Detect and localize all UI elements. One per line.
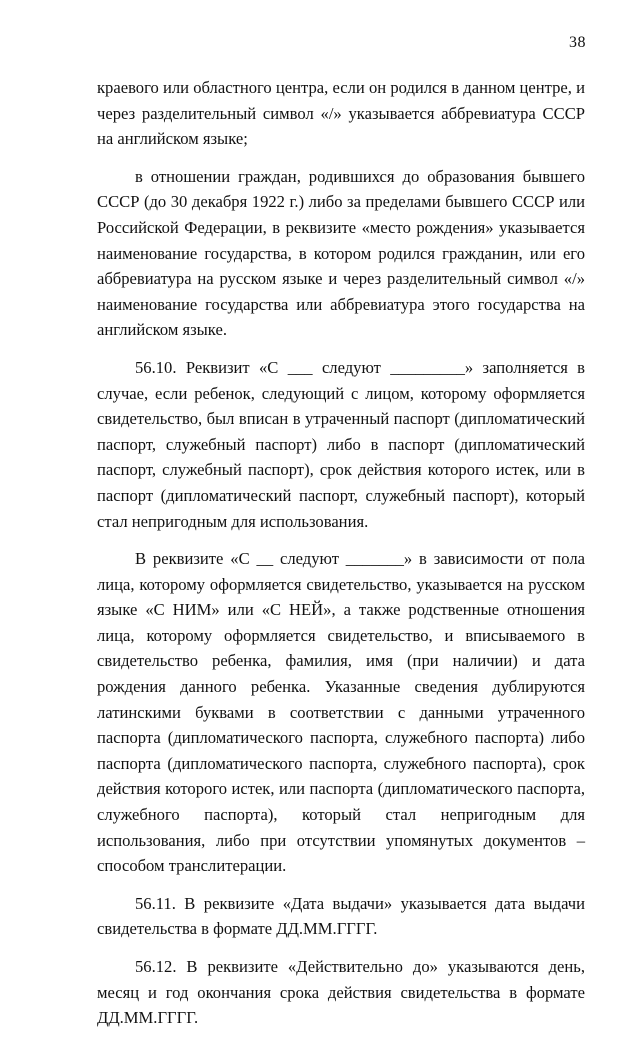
paragraph-56-11: 56.11. В реквизите «Дата выдачи» указывается дата выдачи свидетельства в формате ДД.ММ.ГГГГ. — [97, 893, 585, 939]
page-number: 38 — [569, 34, 586, 51]
paragraph-56-12: 56.12. В реквизите «Действительно до» указываются день, месяц и год окончания срока действия свидетельства в формате ДД.ММ.ГГГГ. — [97, 957, 585, 1028]
paragraph-56-10: 56.10. Реквизит «С ___ следуют _________» заполняется в случае, если ребенок, следующий с лицом, которому оформляется свидетельство, был вписан в утраченный паспорт (дипломатический паспорт, служебный паспорт) либо в паспорт (дипломатический паспорт, служебный паспорт), срок действия которого истек, или в паспорт (дипломатический паспорт, служебный паспорт), который стал непригодным для использования. — [97, 357, 585, 531]
paragraph-birthplace-continuation: краевого или областного центра, если он родился в данном центре, и через разделительный символ «/» указывается аббревиатура СССР на английском языке; — [97, 78, 585, 149]
paragraph-birthplace-foreign: в отношении граждан, родившихся до образования бывшего СССР (до 30 декабря 1922 г.) либо за пределами бывшего СССР или Российской Федерации, в реквизите «место рождения» указывается наименование государства, в котором родился гражданин, или его аббревиатура на русском языке и через разделительный символ «/» наименование государства или аббревиатура этого государства на английском языке. — [97, 166, 585, 340]
paragraph-child-details: В реквизите «С __ следуют _______» в зависимости от пола лица, которому оформляется свидетельство, указывается на русском языке «С НИМ» или «С НЕЙ», а также родственные отношения лица, которому оформляется свидетельство, и вписываемого в свидетельство ребенка, фамилия, имя (при наличии) и дата рождения данного ребенка. Указанные сведения дублируются латинскими буквами в соответствии с данными утраченного паспорта (дипломатического паспорта, служебного паспорта) либо паспорта (дипломатического паспорта, служебного паспорта), срок действия которого истек, или паспорта (дипломатического паспорта, служебного паспорта), который стал непригодным для использования, либо при отсутствии упомянутых документов – способом транслитерации. — [97, 549, 585, 876]
document-body — [97, 75, 585, 1043]
